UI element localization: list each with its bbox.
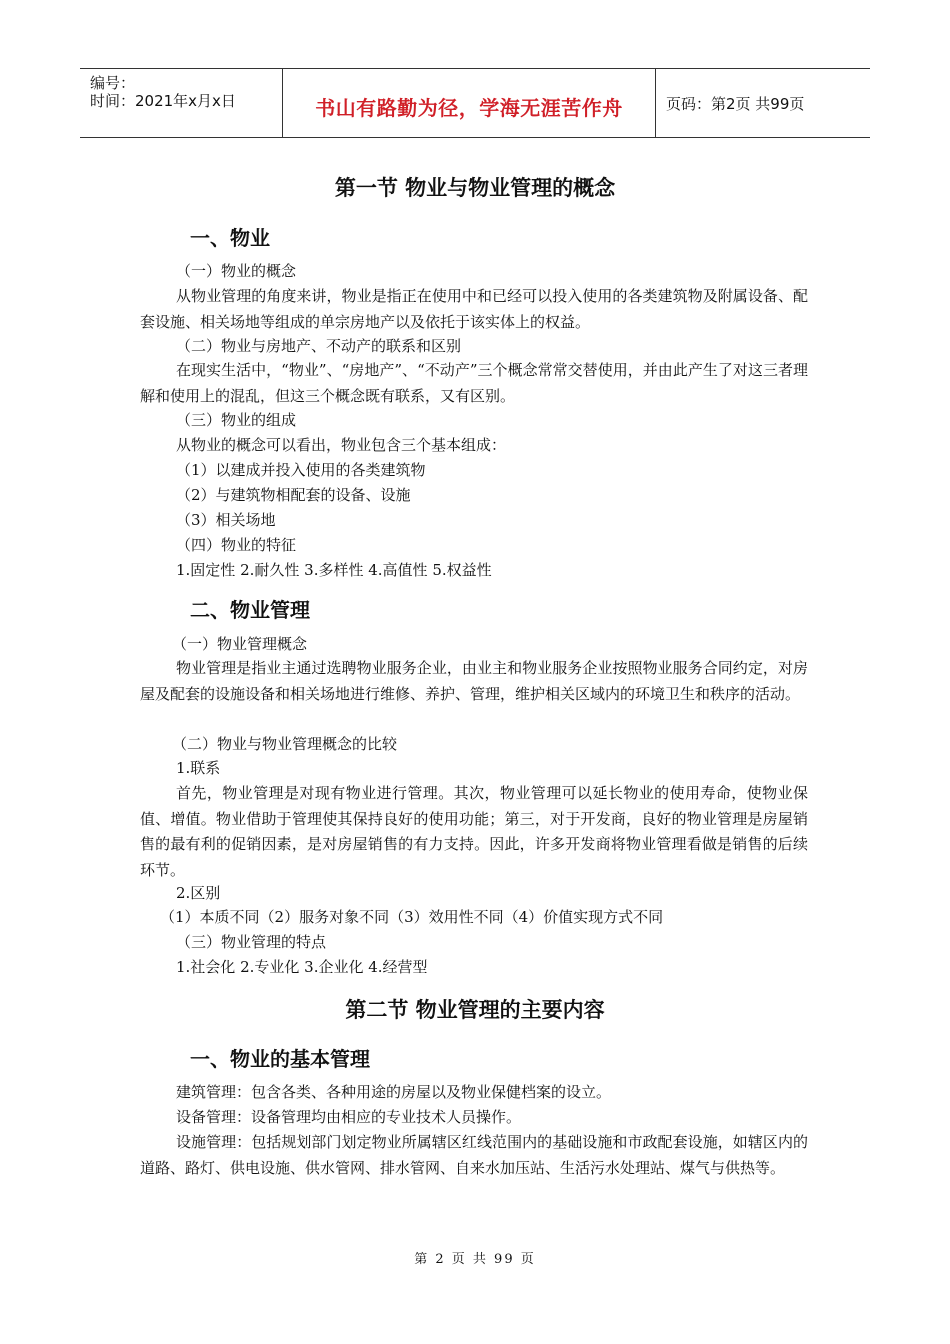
label-lianxi: 1.联系 — [176, 759, 221, 777]
page-info: 页码：第2页 共99页 — [666, 95, 805, 113]
traits-list: 1.社会化 2.专业化 3.企业化 4.经营型 — [176, 958, 428, 976]
features-list: 1.固定性 2.耐久性 3.多样性 4.高值性 5.权益性 — [176, 561, 492, 579]
heading-jiben-guanli: 一、物业的基本管理 — [190, 1047, 370, 1071]
paragraph-wuye-relation: 在现实生活中，“物业”、“房地产”、“不动产”三个概念常常交替使用，并由此产生了对这三者理解和使用上的混乱，但这三个概念既有联系，又有区别。 — [140, 361, 808, 405]
subheading-guanli-traits: （三）物业管理的特点 — [176, 933, 327, 951]
subheading-guanli-comparison: （二）物业与物业管理概念的比较 — [172, 735, 398, 753]
paragraph-wuye-concept: 从物业管理的角度来讲，物业是指正在使用中和已经可以投入使用的各类建筑物及附属设备、配套设施、相关场地等组成的单宗房地产以及依托于该实体上的权益。 — [140, 287, 808, 331]
paragraph-building-management: 建筑管理：包含各类、各种用途的房屋以及物业保健档案的设立。 — [176, 1083, 612, 1101]
motto: 书山有路勤为径，学海无涯苦作舟 — [315, 96, 623, 120]
composition-item-1: （1）以建成并投入使用的各类建筑物 — [176, 461, 426, 479]
subheading-wuye-composition: （三）物业的组成 — [176, 411, 297, 429]
differences-list: （1）本质不同（2）服务对象不同（3）效用性不同（4）价值实现方式不同 — [160, 908, 664, 926]
header-meta-cell — [80, 69, 283, 137]
header-page-cell — [656, 69, 870, 137]
header-motto-cell — [283, 69, 656, 137]
document-header — [80, 68, 870, 138]
composition-item-2: （2）与建筑物相配套的设备、设施 — [176, 486, 411, 504]
subheading-wuye-concept: （一）物业的概念 — [176, 262, 297, 280]
paragraph-wuye-composition: 从物业的概念可以看出，物业包含三个基本组成： — [176, 436, 507, 454]
heading-wuye: 一、物业 — [190, 226, 270, 250]
subheading-wuye-features: （四）物业的特征 — [176, 536, 297, 554]
composition-item-3: （3）相关场地 — [176, 511, 276, 529]
subheading-guanli-concept: （一）物业管理概念 — [172, 635, 308, 653]
time-label: 时间：2021年x月x日 — [90, 92, 236, 110]
subheading-wuye-relation: （二）物业与房地产、不动产的联系和区别 — [176, 337, 462, 355]
paragraph-guanli-concept: 物业管理是指业主通过选聘物业服务企业，由业主和物业服务企业按照物业服务合同约定，对房屋及配套的设施设备和相关场地进行维修、养护、管理，维护相关区域内的环境卫生和秩序的活动。 — [140, 659, 808, 703]
paragraph-equipment-management: 设备管理：设备管理均由相应的专业技术人员操作。 — [176, 1108, 522, 1126]
label-qubie: 2.区别 — [176, 884, 221, 902]
paragraph-facility-management: 设施管理：包括规划部门划定物业所属辖区红线范围内的基础设施和市政配套设施，如辖区内的道路、路灯、供电设施、供水管网、排水管网、自来水加压站、生活污水处理站、煤气与供热等。 — [140, 1133, 808, 1177]
number-label: 编号： — [90, 74, 136, 92]
section-2-title: 第二节 物业管理的主要内容 — [345, 998, 605, 1022]
paragraph-lianxi: 首先，物业管理是对现有物业进行管理。其次，物业管理可以延长物业的使用寿命，使物业保值、增值。物业借助于管理使其保持良好的使用功能；第三，对于开发商，良好的物业管理是房屋销售的最有利的促销因素，是对房屋销售的有力支持。因此，许多开发商将物业管理看做是销售的后续环节。 — [140, 784, 808, 879]
page-footer: 第 2 页 共 99 页 — [414, 1252, 536, 1267]
section-1-title: 第一节 物业与物业管理的概念 — [334, 176, 616, 200]
heading-wuye-guanli: 二、物业管理 — [190, 598, 310, 622]
